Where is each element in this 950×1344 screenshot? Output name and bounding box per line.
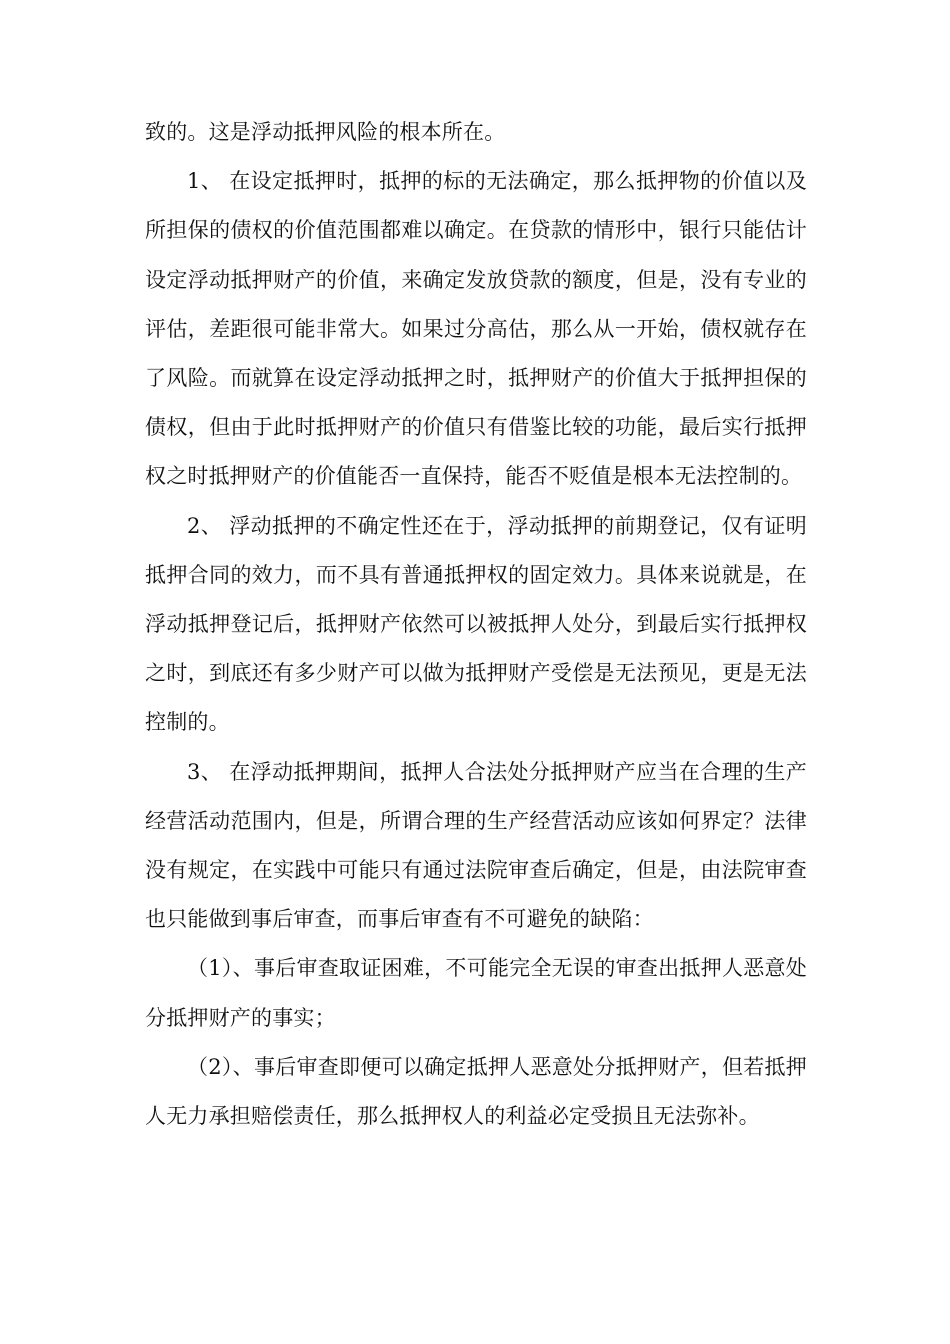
paragraph-subpoint-2: （2）、事后审查即便可以确定抵押人恶意处分抵押财产，但若抵押人无力承担赔偿责任，那么抵押权人的利益必定受损且无法弥补。 — [145, 1054, 807, 1129]
paragraph-continuation: 致的。这是浮动抵押风险的根本所在。 — [145, 120, 506, 144]
paragraph-point-1: 1、 在设定抵押时，抵押的标的无法确定，那么抵押物的价值以及所担保的债权的价值范围都难以确定。在贷款的情形中，银行只能估计设定浮动抵押财产的价值，来确定发放贷款的额度，但是，没有专业的评估，差距很可能非常大。如果过分高估，那么从一开始，债权就存在了风险。而就算在设定浮动抵押之时，抵押财产的价值大于抵押担保的债权，但由于此时抵押财产的价值只有借鉴比较的功能，最后实行抵押权之时抵押财产的价值能否一直保持，能否不贬值是根本无法控制的。 — [145, 169, 807, 489]
paragraph-point-3: 3、 在浮动抵押期间，抵押人合法处分抵押财产应当在合理的生产经营活动范围内，但是，所谓合理的生产经营活动应该如何界定？法律没有规定，在实践中可能只有通过法院审查后确定，但是，由法院审查也只能做到事后审查，而事后审查有不可避免的缺陷： — [145, 759, 807, 932]
paragraph-subpoint-1: （1）、事后审查取证困难，不可能完全无误的审查出抵押人恶意处分抵押财产的事实； — [145, 956, 807, 1030]
document-body — [145, 108, 807, 1141]
paragraph-point-2: 2、 浮动抵押的不确定性还在于，浮动抵押的前期登记，仅有证明抵押合同的效力，而不具有普通抵押权的固定效力。具体来说就是，在浮动抵押登记后，抵押财产依然可以被抵押人处分，到最后实行抵押权之时，到底还有多少财产可以做为抵押财产受偿是无法预见，更是无法控制的。 — [145, 513, 807, 735]
